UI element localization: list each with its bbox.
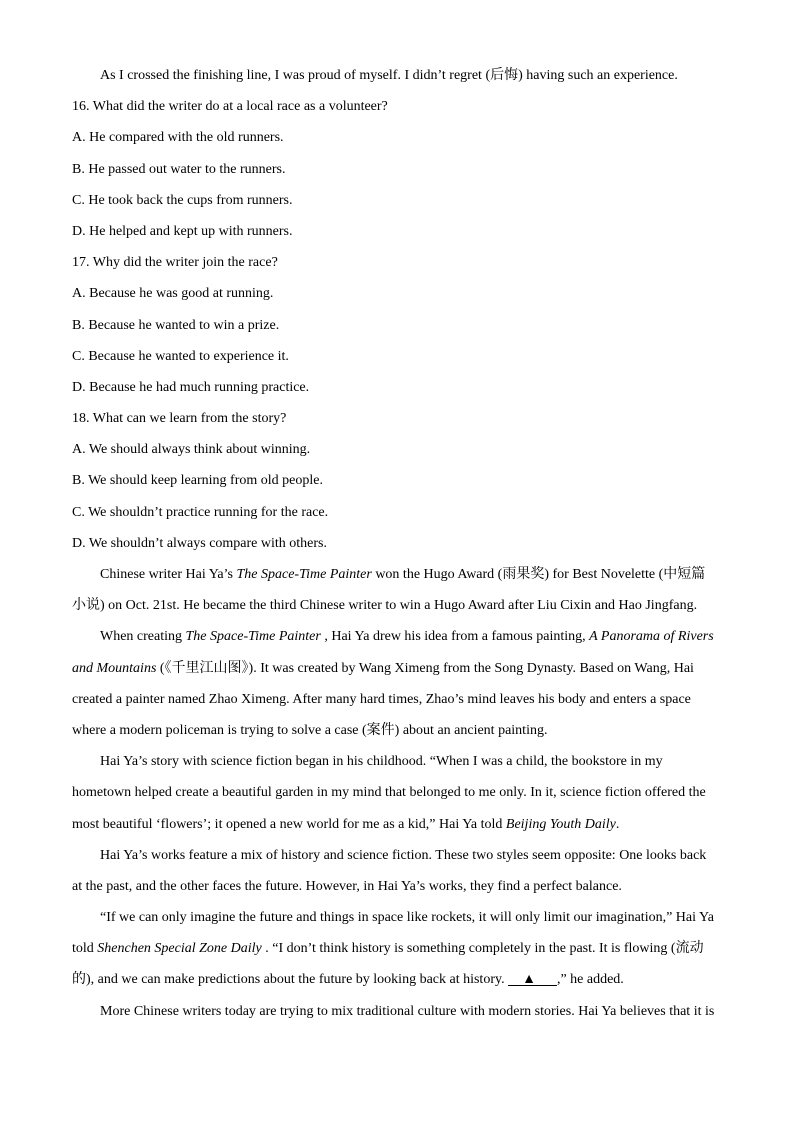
- question-number: 17.: [72, 255, 90, 271]
- paragraph-line: [72, 590, 732, 621]
- passage-b-paragraph-6: [72, 996, 732, 1027]
- paragraph-line: [72, 777, 732, 808]
- paragraph-line: [72, 840, 732, 871]
- question-stem: [72, 403, 732, 434]
- option-d: [72, 372, 732, 403]
- passage-b-paragraph-5: [72, 902, 732, 996]
- option-label: A.: [72, 130, 86, 146]
- option-a: [72, 122, 732, 153]
- text-segment: won the Hugo Award (雨果奖) for Best Novelette (中短篇: [371, 567, 706, 582]
- passage-b-paragraph-1: [72, 559, 732, 621]
- question-stem-text: What did the writer do at a local race as a volunteer?: [92, 99, 388, 115]
- paragraph-line: [72, 964, 732, 995]
- option-text: He took back the cups from runners.: [88, 192, 293, 208]
- option-label: A.: [72, 286, 86, 302]
- passage-b-paragraph-4: [72, 840, 732, 902]
- text-segment: where a modern policeman is trying to solve a case (案件) about an ancient painting.: [72, 722, 548, 738]
- option-text: Because he wanted to experience it.: [88, 348, 289, 364]
- option-label: C.: [72, 192, 85, 208]
- option-c: [72, 185, 732, 216]
- question-stem: [72, 91, 732, 122]
- option-label: A.: [72, 442, 86, 458]
- paragraph-line: [72, 746, 732, 777]
- text-segment: hometown helped create a beautiful garden in my mind that belonged to me only. In it, science fiction offered the: [72, 785, 706, 801]
- question-stem: [72, 247, 732, 278]
- text-segment: Chinese writer Hai Ya’s: [100, 567, 237, 582]
- paragraph-line: [72, 715, 732, 746]
- text-segment: at the past, and the other faces the future. However, in Hai Ya’s works, they find a perfect balance.: [72, 878, 622, 894]
- text-segment: created a painter named Zhao Ximeng. After many hard times, Zhao’s mind leaves his body and enters a space: [72, 691, 691, 707]
- text-segment: Hai Ya’s works feature a mix of history and science fiction. These two styles seem opposite: One looks back: [100, 847, 707, 863]
- option-b: [72, 465, 732, 496]
- option-label: B.: [72, 161, 85, 177]
- passage-a-closing-line: As I crossed the finishing line, I was proud of myself. I didn’t regret (后悔) having such an experience.: [100, 68, 678, 83]
- option-text: We shouldn’t practice running for the race.: [88, 504, 329, 520]
- question-number: 18.: [72, 411, 90, 427]
- paragraph-line: [72, 809, 732, 840]
- paragraph-line: [72, 933, 732, 964]
- option-c: [72, 497, 732, 528]
- option-text: He passed out water to the runners.: [88, 161, 286, 177]
- option-text: He compared with the old runners.: [89, 130, 284, 146]
- option-text: Because he had much running practice.: [89, 379, 310, 395]
- question-17: [72, 247, 732, 403]
- text-segment: 的), and we can make predictions about the future by looking back at history.: [72, 972, 509, 988]
- option-c: [72, 341, 732, 372]
- option-text: We should always think about winning.: [88, 442, 311, 458]
- option-d: [72, 528, 732, 559]
- text-segment: “If we can only imagine the future and things in space like rockets, it will only limit our imagination,” Hai Ya: [100, 910, 714, 926]
- question-stem-text: What can we learn from the story?: [92, 411, 287, 427]
- answer-blank: ▲: [522, 972, 536, 988]
- newspaper-name: Beijing Youth Daily: [505, 816, 616, 832]
- text-segment: ,” he added.: [556, 972, 624, 988]
- option-label: C.: [72, 504, 85, 520]
- option-a: [72, 278, 732, 309]
- option-label: D.: [72, 379, 86, 395]
- newspaper-name: Shenchen Special Zone Daily: [97, 941, 262, 957]
- text-segment: (《千里江山图》). It was created by Wang Ximeng from the Song Dynasty. Based on Wang, Hai: [156, 660, 694, 676]
- paragraph-line: [72, 653, 732, 684]
- option-label: C.: [72, 348, 85, 364]
- story-title: The Space-Time Painter: [236, 567, 372, 582]
- question-number: 16.: [72, 99, 90, 115]
- paragraph-line: [72, 559, 732, 590]
- passage-b-paragraph-3: [72, 746, 732, 840]
- text-segment: 小说) on Oct. 21st. He became the third Chinese writer to win a Hugo Award after Liu Cixin and Hao Jingfang.: [72, 598, 698, 614]
- text-segment: , Hai Ya drew his idea from a famous painting,: [320, 629, 590, 645]
- option-a: [72, 434, 732, 465]
- question-18: [72, 403, 732, 559]
- paragraph-line: [72, 684, 732, 715]
- option-text: Because he was good at running.: [89, 286, 274, 302]
- text-segment: When creating: [100, 629, 186, 645]
- paragraph-line: [72, 871, 732, 902]
- text-segment: told: [72, 941, 98, 957]
- option-label: B.: [72, 317, 85, 333]
- option-text: We shouldn’t always compare with others.: [88, 535, 327, 551]
- page-content: [72, 60, 732, 1027]
- painting-title: A Panorama of Rivers: [589, 629, 714, 645]
- text-segment: . “I don’t think history is something completely in the past. It is flowing (流动: [261, 941, 704, 957]
- option-label: D.: [72, 223, 86, 239]
- option-b: [72, 154, 732, 185]
- question-16: [72, 91, 732, 247]
- painting-title: and Mountains: [72, 660, 157, 676]
- text-segment: .: [615, 816, 620, 832]
- option-text: He helped and kept up with runners.: [89, 223, 293, 239]
- paragraph-line: [72, 621, 732, 652]
- paragraph-line: [72, 996, 732, 1027]
- option-d: [72, 216, 732, 247]
- option-label: D.: [72, 535, 86, 551]
- question-stem-text: Why did the writer join the race?: [92, 255, 278, 271]
- text-segment: most beautiful ‘flowers’; it opened a new world for me as a kid,” Hai Ya told: [72, 816, 506, 832]
- option-text: We should keep learning from old people.: [88, 473, 323, 489]
- text-segment: Hai Ya’s story with science fiction began in his childhood. “When I was a child, the bookstore in my: [100, 754, 663, 770]
- option-label: B.: [72, 473, 85, 489]
- passage-b-paragraph-2: [72, 621, 732, 746]
- option-text: Because he wanted to win a prize.: [88, 317, 280, 333]
- option-b: [72, 310, 732, 341]
- text-segment: More Chinese writers today are trying to mix traditional culture with modern stories. Hai Ya believes that it is: [100, 1003, 715, 1019]
- paragraph-line: [72, 902, 732, 933]
- story-title: The Space-Time Painter: [185, 629, 321, 645]
